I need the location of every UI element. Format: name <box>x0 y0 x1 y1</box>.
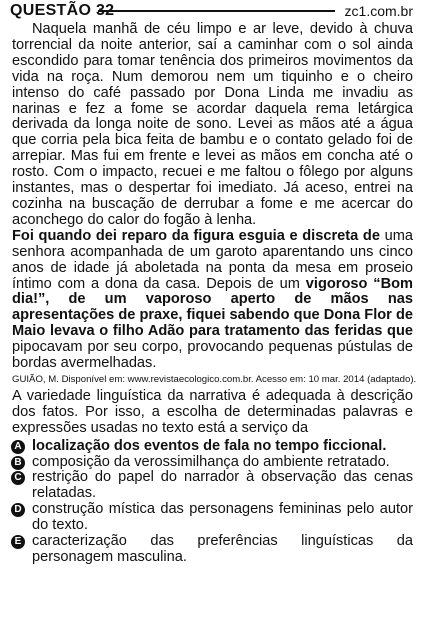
option-a-marker-icon: A <box>11 440 25 454</box>
answer-options <box>6 439 417 566</box>
option-b[interactable] <box>10 455 413 471</box>
passage-normal-2: pipocavam por seu corpo, provocando pequenas pústulas de bordas avermelhadas. <box>12 339 413 372</box>
passage-normal-1: uma senhora acompanhada de um garoto aparentando uns cinco anos de idade já aboletada na ponta da mesa em proseio íntimo com a dona da casa. Depois de um <box>12 227 413 292</box>
passage-text <box>6 22 417 372</box>
option-a[interactable] <box>10 439 413 455</box>
option-c-marker-icon: C <box>11 471 25 485</box>
option-e-text: caracterização das preferências linguísticas da personagem masculina. <box>32 533 413 565</box>
option-c-text: restrição do papel do narrador à observação das cenas relatadas. <box>32 469 413 502</box>
question-title: QUESTÃO 32 <box>10 2 115 19</box>
option-c[interactable] <box>10 470 413 502</box>
option-d-text: construção mística das personagens femininas pelo autor do texto. <box>32 501 413 534</box>
passage-paragraph-2 <box>12 229 413 372</box>
option-e-marker-icon: E <box>11 535 25 549</box>
question-stem: A variedade linguística da narrativa é adequada à descrição dos fatos. Por isso, a escolha de determinadas palavras e expressões usadas no texto está a serviço da <box>12 387 413 436</box>
option-b-text: composição da verossimilhança do ambiente retratado. <box>32 453 390 470</box>
passage-paragraph-1: Naquela manhã de céu limpo e ar leve, devido à chuva torrencial da noite anterior, saí a caminhar com o sol ainda escondido para tomar tenência dos primeiros movimentos da vida na roça. Num demorou nem um tiquinho e o cheiro intenso do café passado por Dona Linda me invadiu as narinas e fez a fome se acordar daquela rema letárgica derivada da longa noite de sono. Levei as mãos até a água que corria pela bica feita de bambu e o contato gelado foi de arrepiar. Mas fui em frente e levei as mãos em concha até o rosto. Com o impacto, recuei e me faltou o fôlego por alguns instantes, mas o despertar foi imediato. Já aceso, entrei na cozinha na buscação de derrubar a fome e me acercar do aconchego do calor do fogão à lenha. <box>12 21 413 228</box>
header-divider <box>98 10 335 12</box>
source-citation: GUIÃO, M. Disponível em: www.revistaecologico.com.br. Acesso em: 10 mar. 2014 (adaptado). <box>12 373 417 385</box>
question-header <box>6 0 417 22</box>
option-d-marker-icon: D <box>11 503 25 517</box>
option-e[interactable] <box>10 534 413 566</box>
option-d[interactable] <box>10 502 413 534</box>
passage-bold-1: Foi quando dei reparo da figura esguia e discreta de <box>12 227 380 244</box>
passage-bold-2: vigoroso “Bom dia!”, de um vaporoso aperto de mãos nas apresentações de praxe, fiquei sabendo que Dona Flor de Maio levava o filho Adão para tratamento das feridas que <box>12 275 414 340</box>
site-label: zc1.com.br <box>344 3 413 19</box>
option-b-marker-icon: B <box>11 456 25 470</box>
option-a-text: localização dos eventos de fala no tempo ficcional. <box>32 437 387 454</box>
